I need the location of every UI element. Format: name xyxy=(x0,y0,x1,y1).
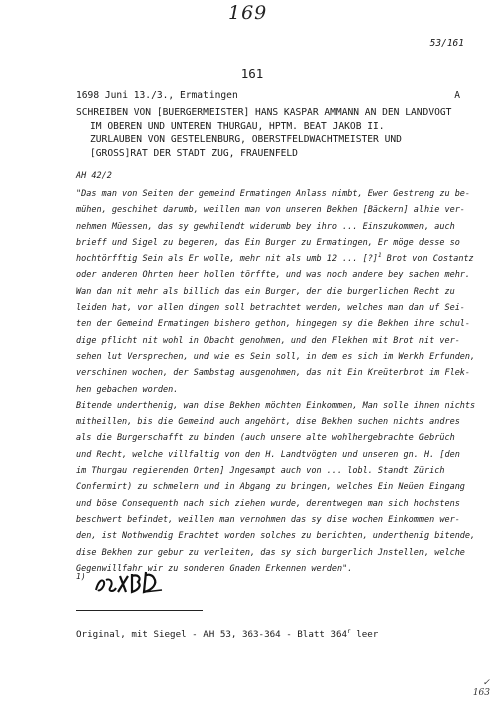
body-line: dige pflicht nit wohl in Obacht genohmen, und den Flekhen mit Brot nit ver- xyxy=(76,335,460,346)
handwritten-folio-mark xyxy=(473,678,490,698)
date-place: 1698 Juni 13./3., Ermatingen xyxy=(76,90,238,101)
body-line: im Thurgau regierenden Orten] Jngesampt auch von ... lobl. Standt Zürich xyxy=(76,466,445,477)
title-line: SCHREIBEN VON [BUERGERMEISTER] HANS KASPAR AMMANN AN DEN LANDVOGT xyxy=(76,107,452,118)
letter-body xyxy=(76,186,480,577)
body-line: verschinen wochen, der Sambstag ausgenohmen, das nit Ein Kreüterbrot im Flek- xyxy=(76,368,471,379)
body-line: beschwert befindet, weillen man vernohmen das sy dise wochen Einkommen wer- xyxy=(76,514,460,525)
archive-reference: AH 42/2 xyxy=(76,171,112,181)
body-line: den, ist Nothwendig Erachtet worden solches zu berichten, underthenig bitende, xyxy=(76,531,476,542)
body-line: oder anderen Ohrten heer hollen törffte, und was noch andere bey sachen mehr. xyxy=(76,270,471,281)
signature-block xyxy=(76,568,182,598)
footnote-superscript: r xyxy=(347,628,351,635)
footnote-text: Original, mit Siegel - AH 53, 363-364 - Blatt 364 xyxy=(76,629,348,641)
document-letter: A xyxy=(454,90,460,101)
body-line: mitheillen, bis die Gemeind auch angehört, dise Bekhen suchen nichts andres xyxy=(76,417,460,428)
handwritten-folio-number: 163 xyxy=(472,688,490,698)
body-line: mühen, geschihet darumb, weillen man von unseren Bekhen [Bäckern] alhie ver- xyxy=(76,205,465,216)
page-reference: 53/161 xyxy=(429,38,464,49)
footnote-text-end: leer xyxy=(350,629,379,641)
body-line: Bitende underthenig, wan dise Bekhen möchten Einkommen, Man solle ihnen nichts xyxy=(76,400,476,411)
title-line: [GROSS]RAT DER STADT ZUG, FRAUENFELD xyxy=(90,147,298,159)
check-mark-icon: ✓ xyxy=(482,678,490,688)
body-line-tail: Brot von Costantz xyxy=(381,254,474,265)
body-line: ten der Gemeind Ermatingen bishero gethon, hingegen sy die Bekhen ihre schul- xyxy=(76,319,471,330)
body-line xyxy=(76,251,480,267)
footnote-divider xyxy=(76,610,203,611)
body-line: sehen lut Versprechen, und wie es Sein soll, in dem es sich im Werkh Erfunden, xyxy=(76,351,476,362)
signature-footnote-marker: 1) xyxy=(76,572,86,581)
body-line: "Das man von Seiten der gemeind Ermatingen Anlass nimbt, Ewer Gestreng zu be- xyxy=(76,189,471,199)
body-line-text: hochtörfftig Sein als Er wolle, mehr nit als umb 12 ... [?] xyxy=(76,254,378,265)
body-line: dise Bekhen zur gebur zu verleiten, das sy sich burgerlich Jnstellen, welche xyxy=(76,547,465,558)
body-line: Gegenwillfahr wir zu sonderen Gnaden Erkennen werden". xyxy=(76,563,353,574)
footnote xyxy=(76,628,378,640)
body-line: und Recht, welche villfaltig von den H. Landtvögten und unseren gn. H. [den xyxy=(76,449,460,460)
document-number: 161 xyxy=(240,66,264,81)
document-title xyxy=(76,106,476,160)
title-line: ZURLAUBEN VON GESTELENBURG, OBERSTFELDWACHTMEISTER UND xyxy=(90,134,402,145)
body-line: und böse Consequenth nach sich ziehen wurde, derentwegen man sich hochstens xyxy=(76,498,460,509)
body-line: Confermirt) zu schmelern und in Abgang zu bringen, welches Ein Neüen Eingang xyxy=(76,482,465,493)
dateline xyxy=(76,90,460,101)
body-line: leiden hat, vor allen dingen soll betrachtet werden, welches man dan uf Sei- xyxy=(76,303,465,314)
body-line: Wan dan nit mehr als billich das ein Burger, der die burgerlichen Recht zu xyxy=(76,286,455,297)
footnote-marker: 1 xyxy=(377,252,382,260)
body-line: nehmen Müessen, das sy gewhilendt widerumb bey ihro ... Einszukommen, auch xyxy=(76,221,455,232)
handwritten-signature xyxy=(92,568,182,598)
title-line: IM OBEREN UND UNTEREN THURGAU, HPTM. BEAT JAKOB II. xyxy=(90,120,385,132)
body-line: als die Burgerschafft zu binden (auch unsere alte wohlhergebrachte Gebrüch xyxy=(76,433,455,444)
body-line: brieff und Sigel zu begeren, das Ein Burger zu Ermatingen, Er möge desse so xyxy=(76,237,460,248)
handwritten-page-number: 169 xyxy=(228,2,268,24)
body-line: hen gebachen worden. xyxy=(76,384,179,395)
